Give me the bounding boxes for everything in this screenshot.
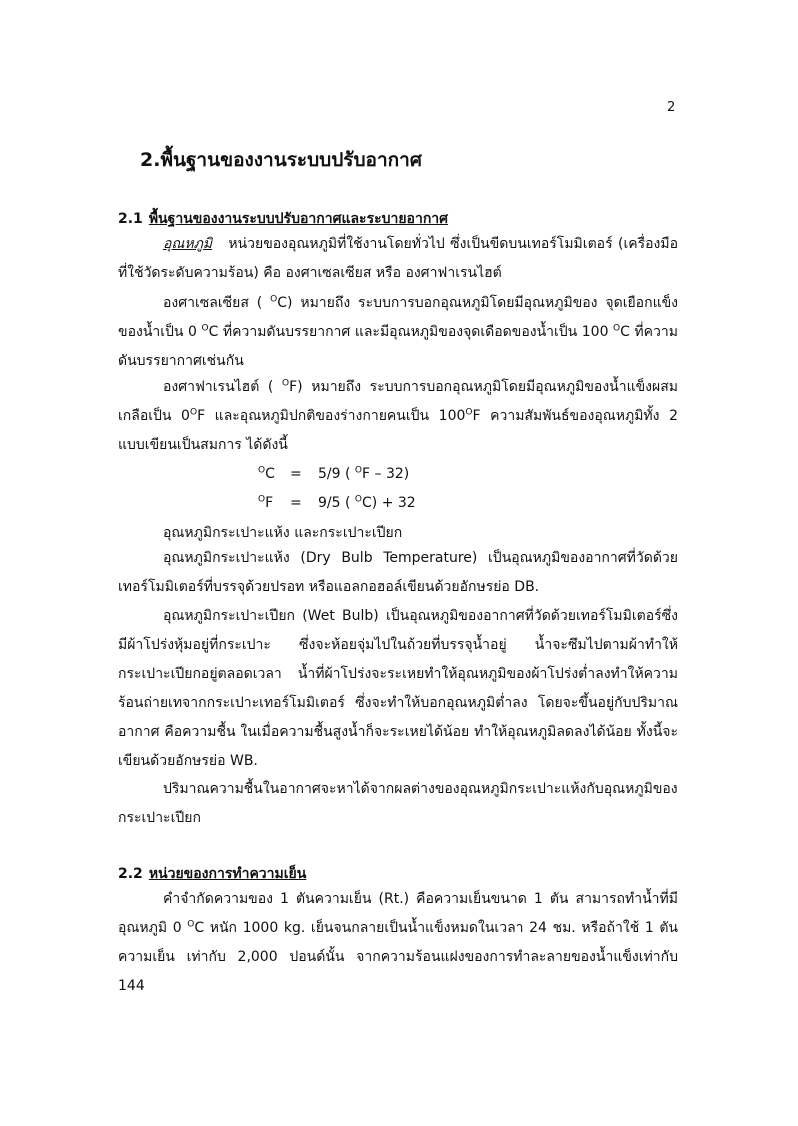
equation-lhs: C — [265, 466, 275, 482]
paragraph-text: อุณหภูมิกระเปาะเปียก (Wet Bulb) เป็นอุณหภูมิของอากาศที่วัดด้วยเทอร์โมมิเตอร์ซึ่งมีผ้าโปร่งหุ้มอยู่ที่กระเปาะ ซึ่งจะห้อยจุ่มไปในถ้วยที่บรรจุน้ำอยู่ น้ำจะซึมไปตามผ้าทำให้กระเปาะเปียกอยู่ตลอดเวลา น้ำที่ผ้าโปร่งจะระเหยทำให้อุณหภูมิของผ้าโปร่งต่ำลงทำให้ความร้อนถ่ายเทจากกระเปาะเทอร์โมมิเตอร์ ซึ่งจะทำให้บอกอุณหภูมิต่ำลง โดยจะขึ้นอยู่กับปริมาณอากาศ คือความชื้น ในเมื่อความชื้นสูงน้ำก็จะระเหยได้น้อย ทำให้อุณหภูมิลดลงได้น้อย ทั้งนี้จะเขียนด้วยอักษรย่อ WB. — [118, 608, 678, 769]
text-run: F) หมายถึง ระบบการบอกอุณหภูมิโดยมีอุณหภูมิของน้ำแข็งผสมเกลือเป็น 0 — [118, 379, 678, 424]
degree-symbol: O — [282, 378, 290, 389]
section-heading-2-1 — [118, 208, 448, 230]
degree-symbol: O — [354, 465, 362, 476]
equation-operator: = — [290, 466, 302, 482]
text-run: องศาเซลเซียส ( — [163, 295, 271, 311]
paragraph-celsius — [118, 289, 678, 376]
text-run: C ที่ความดันบรรยากาศเช่นกัน — [118, 324, 678, 369]
degree-symbol: O — [258, 494, 266, 505]
equation-rhs: C) + 32 — [362, 495, 416, 511]
section-heading-2-2 — [118, 863, 306, 885]
paragraph-humidity — [118, 775, 678, 833]
equation-fahrenheit — [258, 495, 416, 511]
equation-rhs: F – 32) — [362, 466, 410, 482]
text-run: C ที่ความดันบรรยากาศ และมีอุณหภูมิของจุดเดือดของน้ำเป็น 100 — [208, 324, 614, 340]
degree-symbol: O — [465, 407, 473, 418]
text-run: คำจำกัดความของ 1 ตันความเย็น (Rt.) คือความเย็นขนาด 1 ตัน สามารถทำน้ำที่มีอุณหภูมิ 0 — [118, 891, 678, 936]
text-run: F และอุณหภูมิปกติของร่างกายคนเป็น 100 — [197, 408, 466, 424]
degree-symbol: O — [189, 407, 198, 418]
paragraph-fahrenheit — [118, 373, 678, 460]
equation-lhs: F — [265, 495, 274, 511]
section-number: 2.1 — [118, 211, 143, 227]
subheading-wet-dry-bulb: อุณหภูมิกระเปาะแห้ง และกระเปาะเปียก — [163, 525, 403, 541]
degree-symbol: O — [270, 294, 278, 305]
paragraph-text: ปริมาณความชื้นในอากาศจะหาได้จากผลต่างของอุณหภูมิกระเปาะแห้งกับอุณหภูมิของกระเปาะเปียก — [118, 781, 678, 826]
paragraph-wet-bulb — [118, 602, 678, 776]
term-temperature: อุณหภูมิ — [163, 236, 213, 252]
degree-symbol: O — [613, 323, 621, 334]
degree-symbol: O — [201, 323, 209, 334]
page-number: 2 — [667, 100, 676, 115]
text-run: C หนัก 1000 kg. เย็นจนกลายเป็นน้ำแข็งหมดในเวลา 24 ชม. หรือถ้าใช้ 1 ตันความเย็น เท่ากับ 2,000 ปอนด์นั้น จากความร้อนแฝงของการทำละลายของน้ำแข็งเท่ากับ 144 — [118, 920, 679, 994]
equation-rhs: 5/9 ( — [318, 466, 355, 482]
text-run: C) หมายถึง ระบบการบอกอุณหภูมิโดยมีอุณหภูมิของ จุดเยือกแข็งของน้ำเป็น 0 — [118, 295, 678, 340]
chapter-title: 2.พื้นฐานของงานระบบปรับอากาศ — [140, 149, 422, 171]
degree-symbol: O — [258, 465, 266, 476]
equation-celsius — [258, 466, 409, 482]
text-run: F ความสัมพันธ์ของอุณหภูมิทั้ง 2 แบบเขียนเป็นสมการ ได้ดังนี้ — [118, 408, 678, 453]
paragraph-dry-bulb — [118, 544, 678, 602]
paragraph-text: อุณหภูมิกระเปาะแห้ง (Dry Bulb Temperature) เป็นอุณหภูมิของอากาศที่วัดด้วยเทอร์โมมิเตอร์ที่บรรจุด้วยปรอท หรือแอลกอฮอล์เขียนด้วยอักษรย่อ DB. — [118, 550, 678, 595]
text-run: องศาฟาเรนไฮต์ ( — [163, 379, 283, 395]
degree-symbol: O — [354, 494, 362, 505]
equation-operator: = — [290, 495, 302, 511]
section-number: 2.2 — [118, 866, 143, 882]
degree-symbol: O — [187, 919, 195, 930]
equation-rhs: 9/5 ( — [318, 495, 355, 511]
paragraph-text: หน่วยของอุณหภูมิที่ใช้งานโดยทั่วไป ซึ่งเป็นขีดบนเทอร์โมมิเตอร์ (เครื่องมือที่ใช้วัดระดับความร้อน) คือ องศาเซลเซียส หรือ องศาฟาเรนไฮต์ — [118, 236, 679, 281]
section-title-text: หน่วยของการทำความเย็น — [148, 866, 307, 882]
paragraph-refrigeration-ton — [118, 885, 678, 1001]
section-title-text: พื้นฐานของงานระบบปรับอากาศและระบายอากาศ — [148, 211, 449, 227]
paragraph-temperature — [118, 230, 678, 288]
